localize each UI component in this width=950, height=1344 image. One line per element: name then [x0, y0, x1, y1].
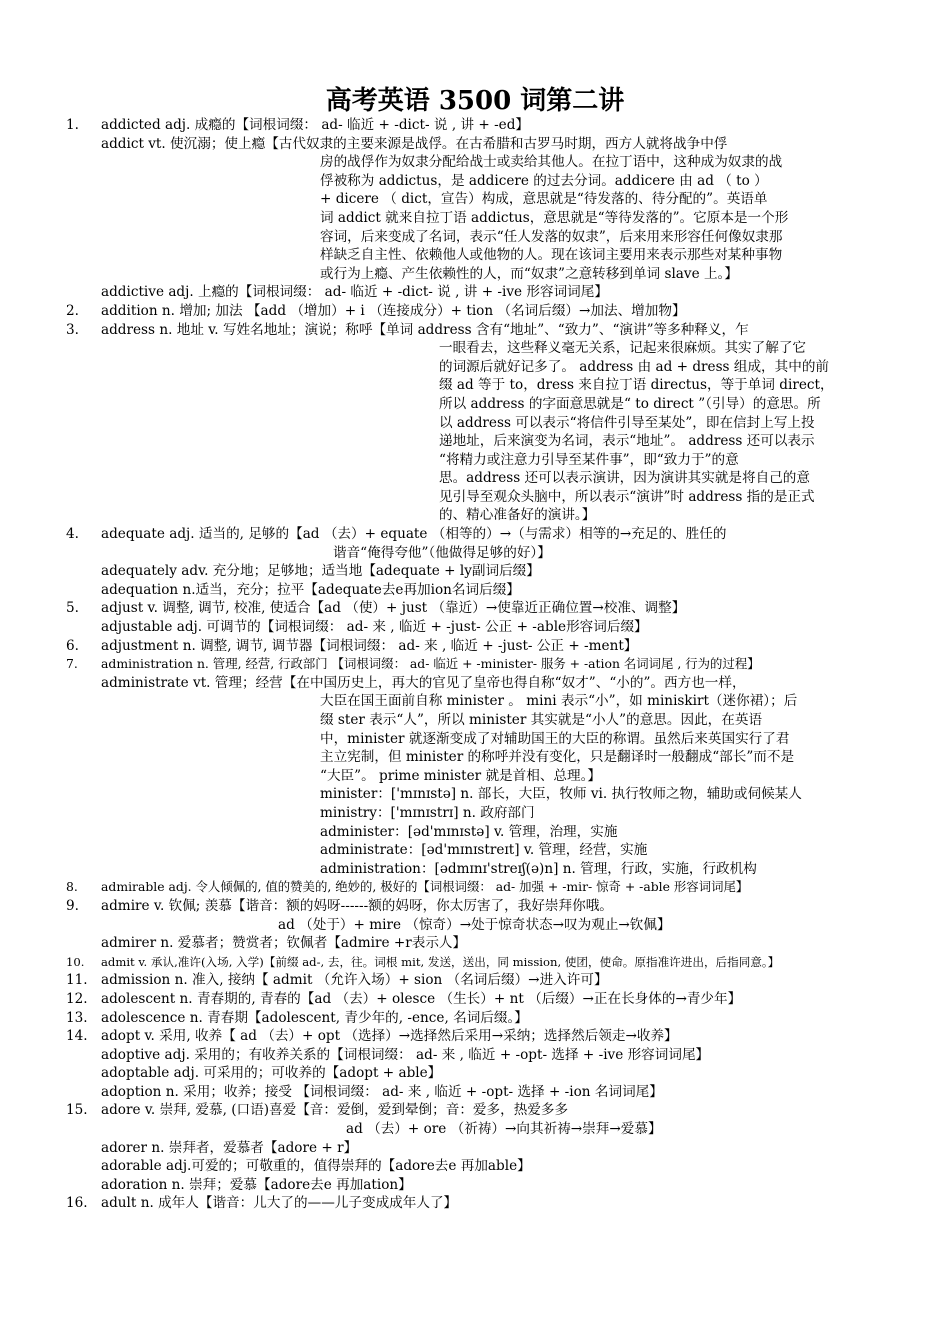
entry-text: adjustment n. 调整, 调节, 调节器【词根词缀： ad- 来 , 临近 + -just- 公正 + -ment】 — [101, 637, 638, 654]
entry-continuation-line — [66, 562, 896, 581]
entry-text: addict vt. 使沉溺；使上瘾【古代奴隶的主要来源是战俘。在古希腊和古罗马时期，西方人就将战争中俘 — [101, 135, 728, 152]
entry-continuation-line — [66, 767, 896, 786]
entry-text: + dicere （ dict，宣告）构成，意思就是“待发落的、待分配的”。英语单 — [320, 191, 768, 208]
entry-continuation-line — [66, 1120, 896, 1139]
entry-number: 16. — [66, 1195, 88, 1212]
entry-line — [66, 1027, 896, 1046]
entry-number: 11. — [66, 972, 88, 989]
entry-number: 13. — [66, 1009, 88, 1026]
entry-text: administration n. 管理, 经营, 行政部门 【词根词缀： ad- 临近 + -minister- 服务 + -ation 名词词尾 , 行为的过程】 — [101, 656, 760, 672]
entry-line — [66, 302, 896, 321]
entry-text: administer：[əd'mɪnɪstə] v. 管理，治理，实施 — [320, 823, 618, 840]
entry-text: adolescence n. 青春期【adolescent, 青少年的, -ence, 名词后缀。】 — [101, 1009, 528, 1026]
entry-number: 12. — [66, 990, 88, 1007]
entry-continuation-line — [66, 358, 896, 377]
entry-text: admission n. 准入, 接纳【 admit （允许入场）+ sion （名词后缀）→进入许可】 — [101, 972, 608, 989]
entry-continuation-line — [66, 209, 896, 228]
entry-continuation-line — [66, 506, 896, 525]
entry-continuation-line — [66, 748, 896, 767]
entry-number: 7. — [66, 656, 78, 672]
entry-continuation-line — [66, 711, 896, 730]
entry-text: administrate vt. 管理；经营【在中国历史上，再大的官见了皇帝也得自称“奴才”、“小的”。西方也一样， — [101, 674, 746, 691]
entry-continuation-line — [66, 1157, 896, 1176]
entry-continuation-line — [66, 1046, 896, 1065]
entry-continuation-line — [66, 916, 896, 935]
entry-line — [66, 655, 896, 674]
entry-number: 9. — [66, 897, 79, 914]
entry-line — [66, 971, 896, 990]
entry-continuation-line — [66, 785, 896, 804]
entry-continuation-line — [66, 674, 896, 693]
entry-number: 3. — [66, 321, 79, 338]
entry-text: admirer n. 爱慕者；赞赏者；钦佩者【admire +r表示人】 — [101, 935, 467, 952]
entry-text: adult n. 成年人【谐音：儿大了的——儿子变成成年人了】 — [101, 1195, 458, 1212]
entry-text: admit v. 承认,准许(入场, 入学)【前缀 ad-, 去，往。词根 mit, 发送，送出，同 mission, 使团，使命。原指准许进出，后指同意。】 — [101, 954, 780, 969]
entry-text: minister：['mɪnɪstə] n. 部长，大臣，牧师 vi. 执行牧师之物，辅助或伺候某人 — [320, 786, 802, 803]
entry-text: adoption n. 采用；收养；接受 【词根词缀： ad- 来 , 临近 + -opt- 选择 + -ion 名词词尾】 — [101, 1083, 663, 1100]
entry-text: ministry：['mɪnɪstrɪ] n. 政府部门 — [320, 804, 535, 821]
entry-line — [66, 953, 896, 972]
entry-continuation-line — [66, 265, 896, 284]
entry-text: 思。address 还可以表示演讲，因为演讲其实就是将自己的意 — [439, 470, 810, 487]
entry-text: 主立宪制，但 minister 的称呼并没有变化，只是翻译时一般翻成“部长”而不是 — [320, 749, 795, 766]
entry-continuation-line — [66, 451, 896, 470]
entry-text: 以 address 可以表示“将信件引导至某处”，即在信封上写上投 — [439, 414, 815, 431]
entry-text: 中，minister 就逐渐变成了对辅助国王的大臣的称谓。虽然后来英国实行了君 — [320, 730, 790, 747]
entry-text: 房的战俘作为奴隶分配给战士或卖给其他人。在拉丁语中，这种成为奴隶的战 — [320, 154, 783, 171]
entry-continuation-line — [66, 730, 896, 749]
entry-text: 样缺乏自主性、依赖他人或他物的人。现在该词主要用来表示那些对某种事物 — [320, 247, 783, 264]
entry-number: 10. — [66, 954, 85, 969]
entry-text: 俘被称为 addictus，是 addicere 的过去分词。addicere 由 ad （ to ） — [320, 172, 768, 189]
entry-line — [66, 990, 896, 1009]
entry-number: 1. — [66, 117, 79, 133]
entry-continuation-line — [66, 432, 896, 451]
entry-line — [66, 878, 896, 897]
entry-continuation-line — [66, 1083, 896, 1102]
entry-text: 词 addict 就来自拉丁语 addictus，意思就是“等待发落的”。它原本是一个形 — [320, 209, 789, 226]
entry-continuation-line — [66, 135, 896, 154]
entry-line — [66, 599, 896, 618]
entry-continuation-line — [66, 581, 896, 600]
entry-text: adequate adj. 适当的, 足够的【ad （去）+ equate （相等的）→（与需求）相等的→充足的、胜任的 — [101, 526, 727, 543]
entry-text: adoration n. 崇拜；爱慕【adore去e 再加ation】 — [101, 1176, 412, 1193]
entry-continuation-line — [66, 246, 896, 265]
vocabulary-list — [66, 116, 896, 1213]
entry-text: 大臣在国王面前自称 minister 。 mini 表示“小”，如 miniskirt（迷你裙）；后 — [320, 693, 798, 710]
entry-text: ad （去）+ ore （祈祷）→向其祈祷→崇拜→爱慕】 — [346, 1121, 662, 1138]
entry-line — [66, 1101, 896, 1120]
entry-text: admire v. 钦佩; 羡慕【谐音：额的妈呀------额的妈呀，你太厉害了，我好崇拜你哦。 — [101, 897, 613, 914]
entry-continuation-line — [66, 172, 896, 191]
entry-text: 所以 address 的字面意思就是“ to direct ”（引导）的意思。所 — [439, 395, 821, 412]
entry-text: adorer n. 崇拜者，爱慕者【adore + r】 — [101, 1139, 358, 1156]
entry-text: adore v. 崇拜, 爱慕, (口语)喜爱【音：爱倒，爱到晕倒；音：爱多，热爱多多 — [101, 1102, 569, 1119]
entry-continuation-line — [66, 339, 896, 358]
entry-text: admirable adj. 令人倾佩的, 值的赞美的, 绝妙的, 极好的【词根词缀： ad- 加强 + -mir- 惊奇 + -able 形容词词尾】 — [101, 879, 749, 895]
entry-text: addicted adj. 成瘾的【词根词缀： ad- 临近 + -dict- 说 , 讲 + -ed】 — [101, 117, 530, 133]
entry-continuation-line — [66, 376, 896, 395]
entry-continuation-line — [66, 1139, 896, 1158]
entry-number: 2. — [66, 302, 79, 319]
entry-text: 递地址，后来演变为名词，表示“地址”。 address 还可以表示 — [439, 433, 815, 450]
entry-number: 6. — [66, 637, 79, 654]
entry-continuation-line — [66, 692, 896, 711]
entry-text: adolescent n. 青春期的, 青春的【ad （去）+ olesce （生长）+ nt （后缀）→正在长身体的→青少年】 — [101, 990, 742, 1007]
entry-continuation-line — [66, 190, 896, 209]
entry-continuation-line — [66, 488, 896, 507]
entry-text: address n. 地址 v. 写姓名地址；演说；称呼【单词 address 含有“地址”、“致力”、“演讲”等多种释义，乍 — [101, 321, 749, 338]
entry-text: administration：[ədmɪnɪ'streɪʃ(ə)n] n. 管理，行政，实施，行政机构 — [320, 860, 757, 877]
entry-text: “大臣”。 prime minister 就是首相、总理。】 — [320, 767, 601, 784]
entry-text: 的、精心准备好的演讲。】 — [439, 507, 596, 524]
entry-text: 缀 ster 表示“人”，所以 minister 其实就是“小人”的意思。因此，在英语 — [320, 712, 763, 728]
entry-line — [66, 897, 896, 916]
entry-continuation-line — [66, 395, 896, 414]
entry-line — [66, 525, 896, 544]
entry-continuation-line — [66, 283, 896, 302]
entry-continuation-line — [66, 153, 896, 172]
entry-text: “将精力或注意力引导至某件事”，即“致力于”的意 — [439, 451, 739, 468]
entry-text: administrate：[əd'mɪnɪstreɪt] v. 管理，经营，实施 — [320, 842, 648, 859]
entry-text: 谐音“俺得夸他”（他做得足够的好）】 — [333, 544, 551, 561]
entry-text: adjust v. 调整, 调节, 校准, 使适合【ad （使）+ just （靠近）→使靠近正确位置→校准、调整】 — [101, 600, 686, 617]
entry-continuation-line — [66, 469, 896, 488]
entry-continuation-line — [66, 618, 896, 637]
entry-number: 8. — [66, 879, 78, 895]
entry-line — [66, 1194, 896, 1213]
entry-continuation-line — [66, 841, 896, 860]
entry-text: 一眼看去，这些释义毫无关系，记起来很麻烦。其实了解了它 — [439, 340, 807, 357]
entry-line — [66, 116, 896, 135]
entry-text: 缀 ad 等于 to，dress 来自拉丁语 directus，等于单词 direct， — [439, 377, 834, 394]
entry-line — [66, 321, 896, 340]
entry-text: addictive adj. 上瘾的【词根词缀： ad- 临近 + -dict- 说 , 讲 + -ive 形容词词尾】 — [101, 284, 608, 301]
entry-text: adequation n.适当，充分；拉平【adequate去e再加ion名词后缀】 — [101, 581, 520, 598]
entry-text: 或行为上瘾、产生依赖性的人，而“奴隶”之意转移到单词 slave 上。】 — [320, 265, 738, 282]
entry-text: adorable adj.可爱的；可敬重的，值得崇拜的【adore去e 再加able】 — [101, 1158, 531, 1175]
entry-text: 容词，后来变成了名词，表示“任人发落的奴隶”，后来用来形容任何像奴隶那 — [320, 228, 783, 245]
entry-text: addition n. 增加; 加法 【add （增加）+ i （连接成分）+ tion （名词后缀）→加法、增加物】 — [101, 302, 686, 319]
entry-continuation-line — [66, 860, 896, 879]
entry-continuation-line — [66, 934, 896, 953]
entry-continuation-line — [66, 414, 896, 433]
entry-text: 的词源后就好记多了。 address 由 ad + dress 组成，其中的前 — [439, 358, 830, 375]
entry-continuation-line — [66, 228, 896, 247]
entry-text: adoptable adj. 可采用的；可收养的【adopt + able】 — [101, 1065, 442, 1082]
entry-continuation-line — [66, 823, 896, 842]
entry-line — [66, 637, 896, 656]
entry-continuation-line — [66, 1064, 896, 1083]
entry-text: adopt v. 采用, 收养【 ad （去）+ opt （选择）→选择然后采用→采纳；选择然后领走→收养】 — [101, 1028, 678, 1045]
entry-continuation-line — [66, 1176, 896, 1195]
entry-number: 5. — [66, 600, 79, 617]
entry-text: ad （处于）+ mire （惊奇）→处于惊奇状态→叹为观止→钦佩】 — [278, 916, 671, 933]
entry-text: adoptive adj. 采用的；有收养关系的【词根词缀： ad- 来 , 临近 + -opt- 选择 + -ive 形容词词尾】 — [101, 1046, 710, 1063]
entry-text: 见引导至观众头脑中，所以表示“演讲”时 address 指的是正式 — [439, 488, 815, 505]
entry-text: adequately adv. 充分地；足够地；适当地【adequate + ly副词后缀】 — [101, 563, 540, 580]
entry-line — [66, 1009, 896, 1028]
entry-number: 14. — [66, 1028, 88, 1045]
entry-continuation-line — [66, 544, 896, 563]
entry-number: 4. — [66, 526, 79, 543]
entry-text: adjustable adj. 可调节的【词根词缀： ad- 来 , 临近 + -just- 公正 + -able形容词后缀】 — [101, 619, 648, 636]
entry-number: 15. — [66, 1102, 88, 1119]
page-title: 高考英语 3500 词第二讲 — [325, 86, 625, 116]
entry-continuation-line — [66, 804, 896, 823]
